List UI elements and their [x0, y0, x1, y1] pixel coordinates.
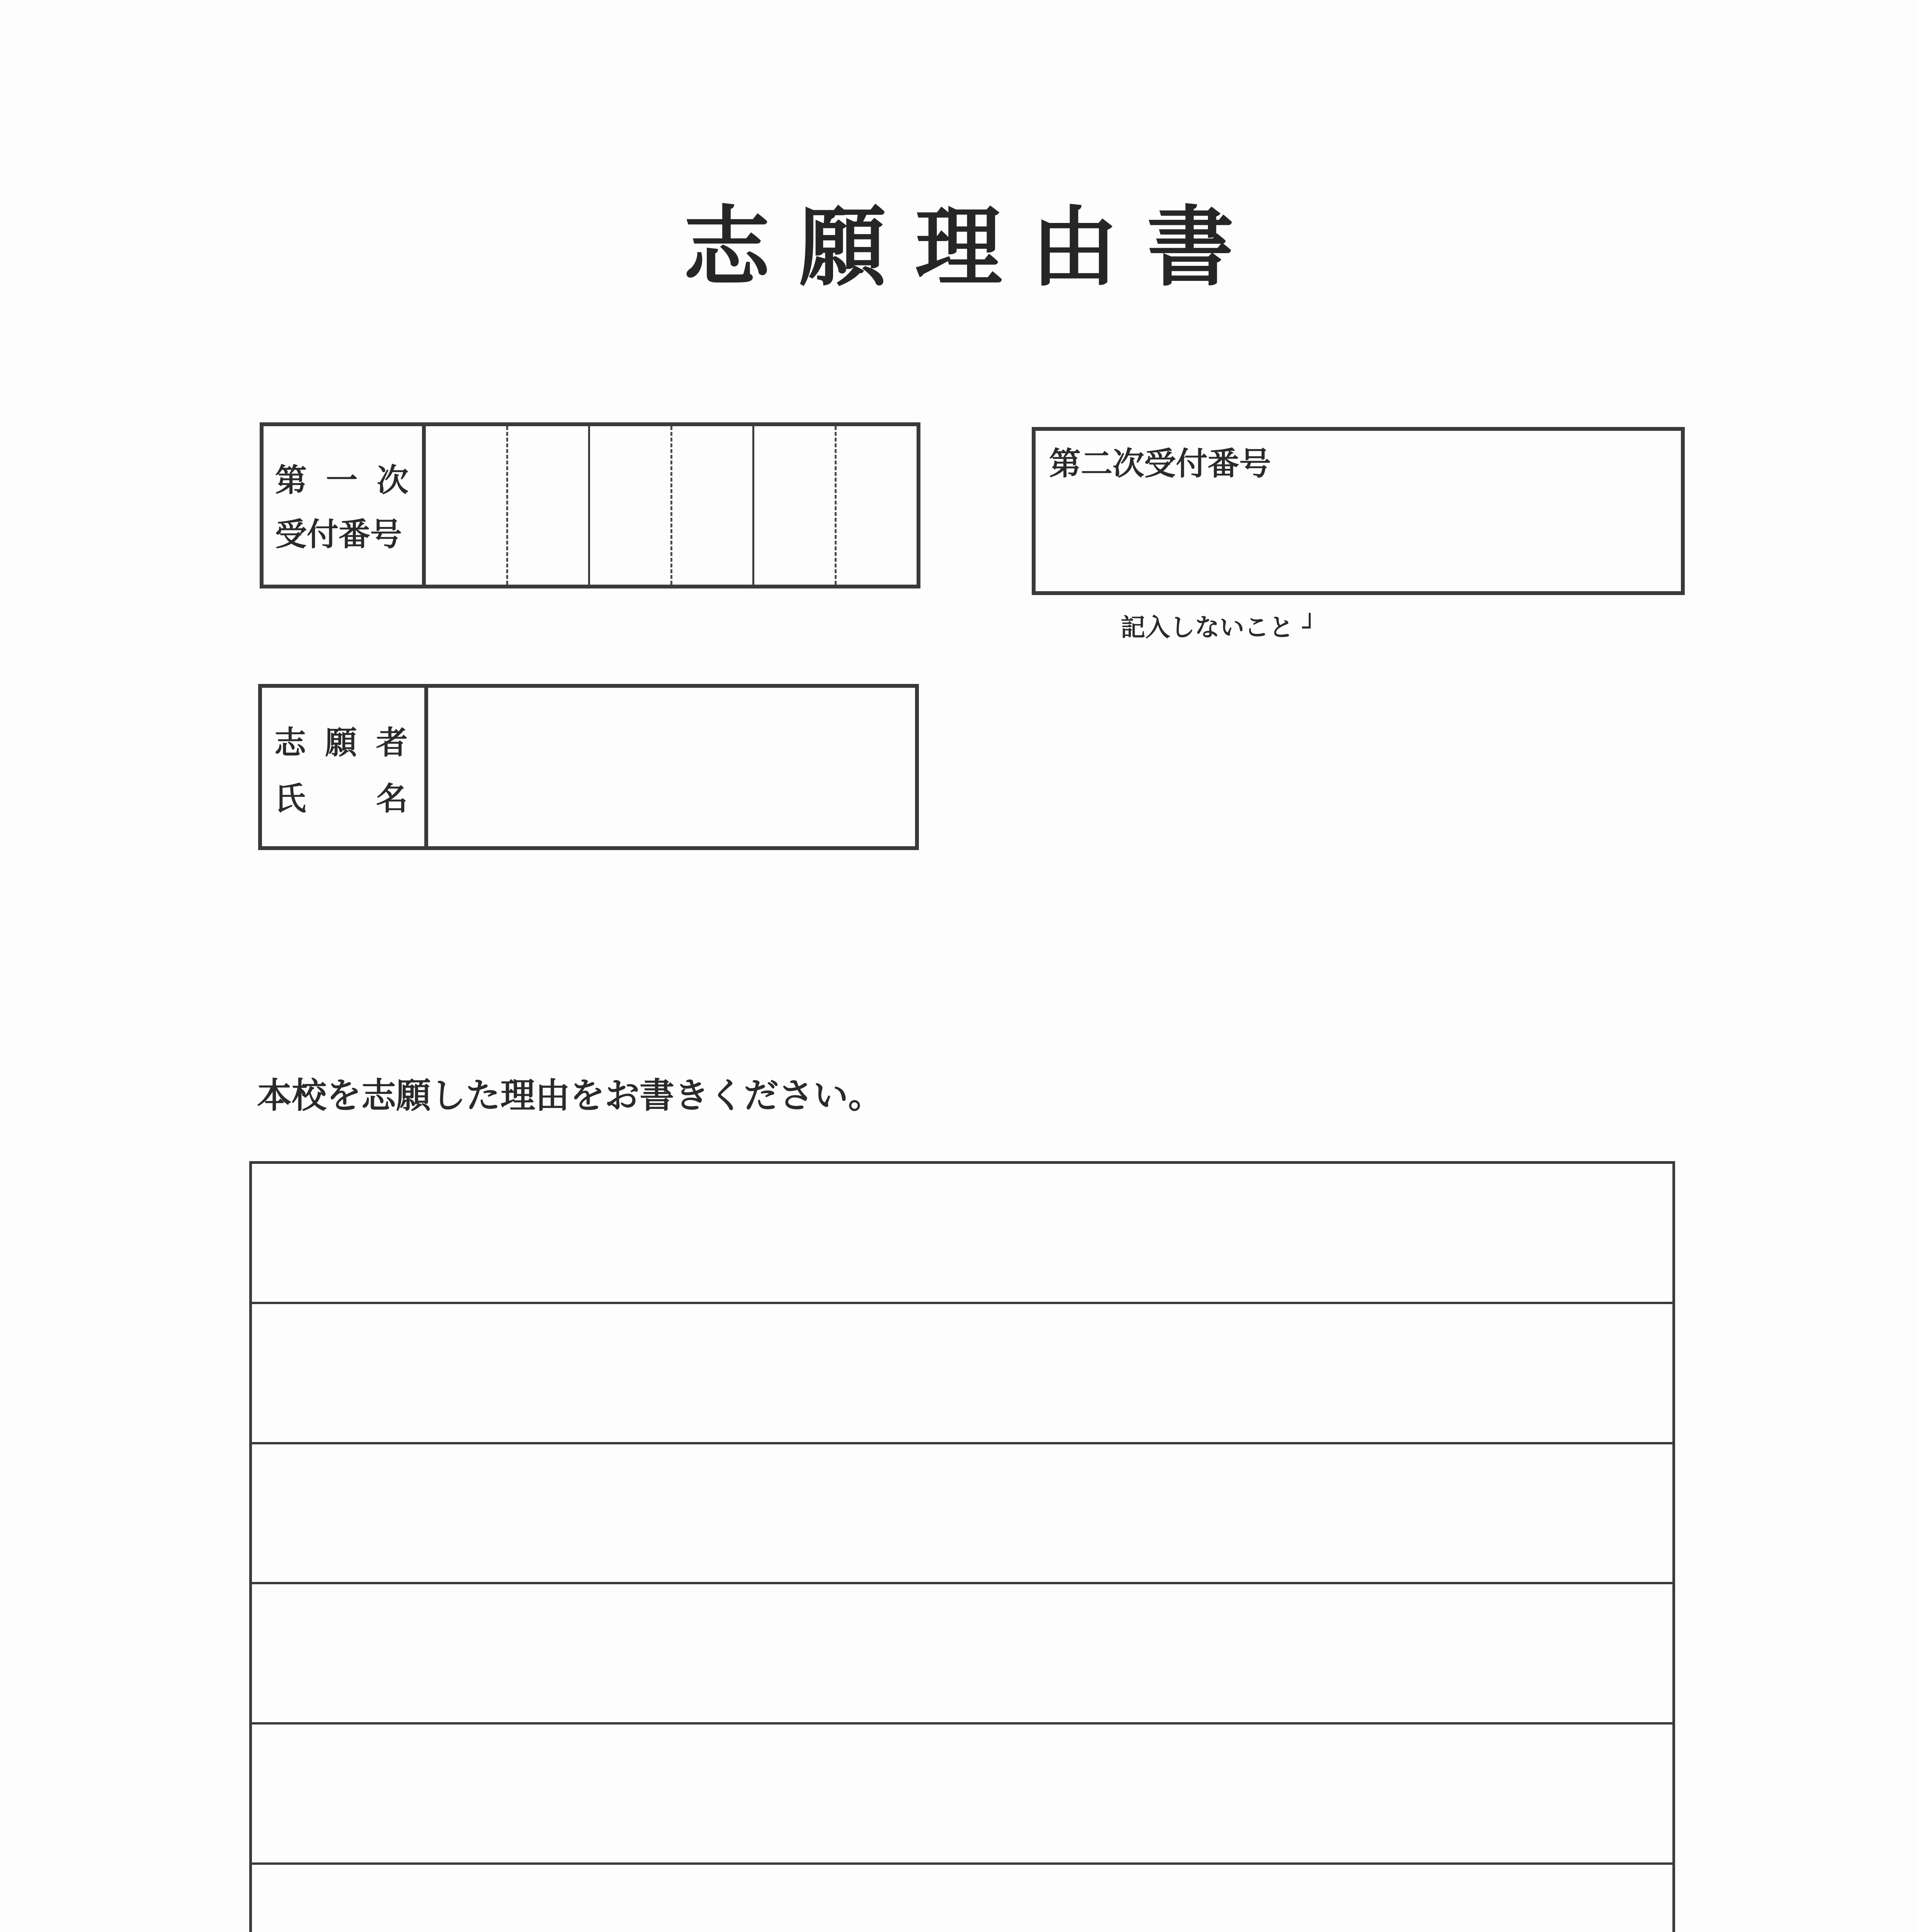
applicant-name-box — [258, 684, 919, 850]
first-receipt-digit-area — [426, 426, 917, 585]
digit-field[interactable] — [590, 426, 672, 585]
answer-line[interactable] — [252, 1865, 1672, 1932]
second-receipt-number-box[interactable] — [1032, 427, 1685, 595]
first-receipt-label-line2: 受付番号 — [275, 516, 402, 553]
applicant-name-field[interactable] — [428, 688, 915, 846]
label-char: 次 — [376, 462, 408, 499]
answer-line[interactable] — [252, 1584, 1672, 1725]
digit-pair — [754, 426, 917, 585]
label-char: 第 — [275, 462, 307, 499]
digit-field[interactable] — [426, 426, 508, 585]
label-char: 志 — [274, 724, 306, 761]
reason-instruction: 本校を志願した理由をお書きください。 — [257, 1075, 883, 1116]
applicant-label-line1 — [274, 715, 408, 771]
answer-line[interactable] — [252, 1164, 1672, 1304]
label-char: 氏 — [274, 780, 306, 817]
digit-field[interactable] — [754, 426, 837, 585]
first-receipt-label — [264, 426, 426, 585]
do-not-fill-note: 記入しないこと ┘ — [1121, 613, 1317, 642]
label-char: 者 — [376, 724, 408, 761]
label-char: 一 — [326, 462, 358, 499]
applicant-label-line2 — [274, 771, 408, 827]
answer-line[interactable] — [252, 1444, 1672, 1585]
label-char: 願 — [325, 724, 357, 761]
applicant-name-label — [262, 688, 428, 846]
second-receipt-label: 第二次受付番号 — [1049, 445, 1271, 482]
digit-pair — [426, 426, 590, 585]
digit-field[interactable] — [672, 426, 753, 585]
document-title: 志願理由書 — [683, 196, 1263, 298]
answer-line[interactable] — [252, 1725, 1672, 1865]
first-receipt-number-box — [260, 422, 920, 588]
digit-field[interactable] — [508, 426, 589, 585]
digit-field[interactable] — [837, 426, 917, 585]
answer-line[interactable] — [252, 1304, 1672, 1444]
first-receipt-label-line1 — [275, 453, 408, 507]
label-char: 名 — [376, 780, 408, 817]
reason-answer-box — [249, 1161, 1675, 1932]
digit-pair — [590, 426, 754, 585]
